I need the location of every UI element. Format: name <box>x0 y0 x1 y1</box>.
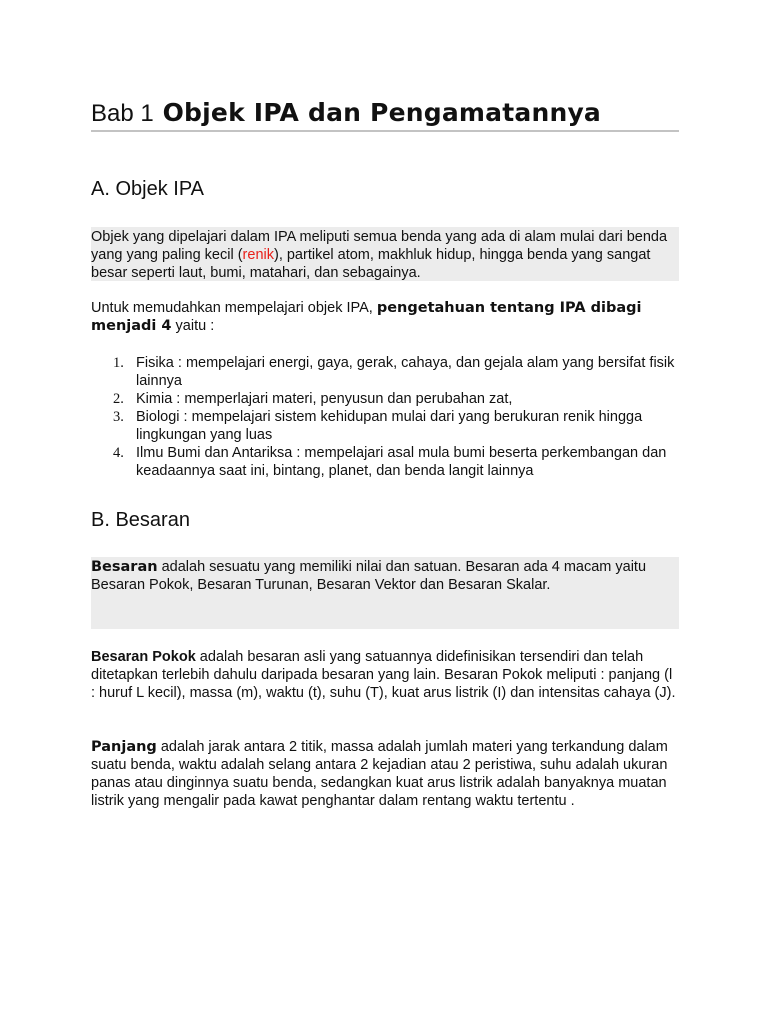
list-item-text: Ilmu Bumi dan Antariksa : mempelajari asal mula bumi beserta perkembangan dan keadaannya saat ini, bintang, planet, dan benda langit lainnya <box>136 445 667 479</box>
renik-highlight: renik <box>242 247 274 263</box>
list-number: 2. <box>113 391 124 407</box>
besaran-pokok-paragraph <box>91 648 679 702</box>
chapter-title: Objek IPA dan Pengamatannya <box>162 98 602 127</box>
list-item <box>91 444 679 480</box>
intro-bold-text: pengetahuan tentang IPA dibagi menjadi 4 <box>91 300 642 334</box>
panjang-paragraph <box>91 738 679 810</box>
list-item-text: Fisika : mempelajari energi, gaya, gerak, cahaya, dan gejala alam yang bersifat fisik lainnya <box>136 355 675 389</box>
panjang-bold: Panjang <box>91 739 157 755</box>
besaran-pokok-bold: Besaran Pokok <box>91 649 196 665</box>
besaran-bold: Besaran <box>91 559 158 575</box>
besaran-definition: adalah sesuatu yang memiliki nilai dan satuan. Besaran ada 4 macam yaitu Besaran Pokok, Besaran Turunan, Besaran Vektor dan Besaran Skalar. <box>91 559 647 593</box>
list-item <box>91 408 679 444</box>
besaran-pokok-text: adalah besaran asli yang satuannya didefinisikan tersendiri dan telah ditetapkan terlebih dahulu daripada besaran yang lain. Besaran Pokok meliputi : panjang (l : huruf L kecil), massa (m), waktu (t), suhu (T), kuat arus listrik (I) dan intensitas cahaya (J). <box>91 649 676 701</box>
intro-text-part1: Untuk memudahkan mempelajari objek IPA, <box>91 300 377 316</box>
box-text-part1: Objek yang dipelajari dalam IPA meliputi semua benda yang ada di alam mulai dari benda yang yang paling kecil ( <box>91 229 668 263</box>
intro-paragraph <box>91 299 679 335</box>
page-title <box>91 92 679 129</box>
list-item-text: Kimia : memperlajari materi, penyusun dan perubahan zat, <box>136 391 513 407</box>
section-a-highlight-box <box>91 227 679 281</box>
list-item <box>91 390 679 408</box>
list-item-text: Biologi : mempelajari sistem kehidupan mulai dari yang berukuran renik hingga lingkungan yang luas <box>136 409 643 443</box>
list-number: 4. <box>113 445 124 461</box>
section-b-heading: B. Besaran <box>91 509 190 531</box>
list-number: 3. <box>113 409 124 425</box>
list-item <box>91 354 679 390</box>
title-divider <box>91 130 679 132</box>
section-a-heading: A. Objek IPA <box>91 178 205 200</box>
section-b-highlight-box <box>91 557 679 629</box>
ipa-branches-list <box>91 354 679 480</box>
list-number: 1. <box>113 355 124 371</box>
box-text-part2: ), partikel atom, makhluk hidup, hingga benda yang sangat besar seperti laut, bumi, matahari, dan sebagainya. <box>91 247 651 281</box>
chapter-prefix: Bab 1 <box>91 100 154 127</box>
intro-text-part2: yaitu : <box>171 318 215 334</box>
panjang-text: adalah jarak antara 2 titik, massa adalah jumlah materi yang terkandung dalam suatu benda, waktu adalah selang antara 2 kejadian atau 2 peristiwa, suhu adalah ukuran panas atau dinginnya suatu benda, sedangkan kuat arus listrik adalah banyaknya muatan listrik yang mengalir pada kawat penghantar dalam rentang waktu tertentu . <box>91 739 668 809</box>
